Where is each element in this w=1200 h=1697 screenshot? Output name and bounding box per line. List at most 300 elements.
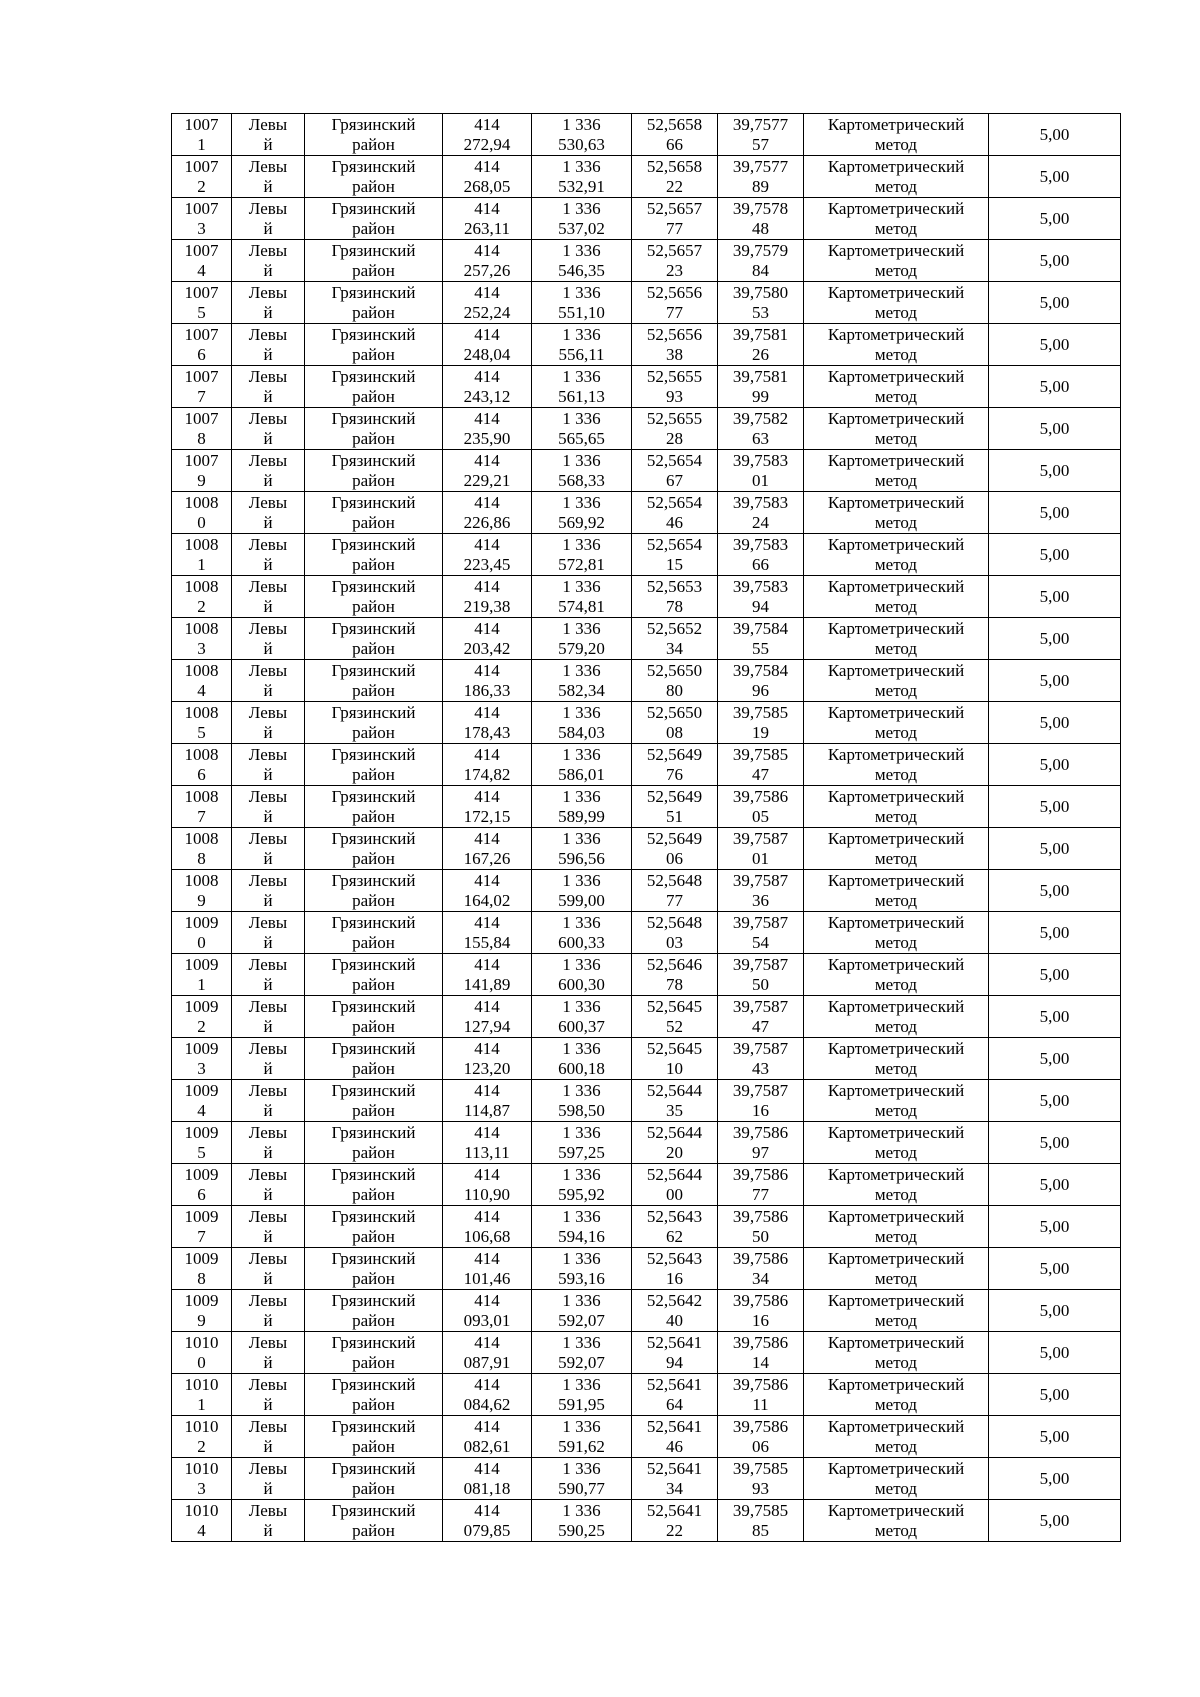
latitude-cell-line1: 52,5654: [646, 450, 703, 470]
longitude-cell: [718, 408, 804, 450]
method-cell-line2: метод: [874, 134, 918, 154]
district-cell-line2: район: [352, 1142, 395, 1162]
latitude-cell-line2: 93: [666, 386, 683, 406]
district-cell-line2: район: [352, 512, 395, 532]
point-id-cell-line2: 7: [197, 386, 206, 406]
longitude-cell: [718, 1416, 804, 1458]
x-coordinate-cell: [443, 240, 532, 282]
y-coordinate-cell-line2: 589,99: [558, 806, 605, 826]
point-id-cell-line1: 1009: [184, 912, 219, 932]
x-coordinate-cell-line2: 235,90: [463, 428, 511, 448]
method-cell-line1: Картометрический: [827, 996, 965, 1016]
x-coordinate-cell-line2: 141,89: [463, 974, 511, 994]
district-cell-line1: Грязинский: [331, 1290, 416, 1310]
side-cell-line2: й: [263, 176, 273, 196]
longitude-cell-line2: 50: [752, 1226, 769, 1246]
accuracy-cell: 5,00: [989, 156, 1121, 198]
district-cell: [305, 1500, 443, 1542]
latitude-cell-line1: 52,5648: [646, 870, 703, 890]
method-cell-line2: метод: [874, 260, 918, 280]
side-cell-line2: й: [263, 218, 273, 238]
longitude-cell: [718, 618, 804, 660]
side-cell: [232, 240, 305, 282]
longitude-cell-line1: 39,7585: [732, 744, 789, 764]
district-cell-line2: район: [352, 260, 395, 280]
method-cell-line2: метод: [874, 512, 918, 532]
longitude-cell: [718, 870, 804, 912]
latitude-cell: [632, 156, 718, 198]
method-cell-line2: метод: [874, 1394, 918, 1414]
latitude-cell-line2: 67: [666, 470, 683, 490]
method-cell-line1: Картометрический: [827, 240, 965, 260]
side-cell-line2: й: [263, 848, 273, 868]
longitude-cell-line1: 39,7585: [732, 1458, 789, 1478]
district-cell: [305, 660, 443, 702]
district-cell-line1: Грязинский: [331, 240, 416, 260]
side-cell-line2: й: [263, 344, 273, 364]
x-coordinate-cell: [443, 450, 532, 492]
method-cell-line2: метод: [874, 218, 918, 238]
side-cell-line2: й: [263, 1226, 273, 1246]
side-cell-line2: й: [263, 1142, 273, 1162]
method-cell: [804, 744, 989, 786]
method-cell-line2: метод: [874, 386, 918, 406]
side-cell-line1: Левы: [248, 534, 288, 554]
y-coordinate-cell-line1: 1 336: [562, 912, 601, 932]
side-cell-line2: й: [263, 512, 273, 532]
table-row: [172, 1374, 1121, 1416]
point-id-cell-line2: 7: [197, 1226, 206, 1246]
x-coordinate-cell-line2: 110,90: [463, 1184, 511, 1204]
y-coordinate-cell: [532, 912, 632, 954]
latitude-cell-line1: 52,5653: [646, 576, 703, 596]
longitude-cell-line2: 97: [752, 1142, 769, 1162]
side-cell: [232, 1038, 305, 1080]
x-coordinate-cell: [443, 1374, 532, 1416]
latitude-cell: [632, 198, 718, 240]
y-coordinate-cell: [532, 954, 632, 996]
longitude-cell: [718, 744, 804, 786]
longitude-cell-line2: 05: [752, 806, 769, 826]
longitude-cell-line1: 39,7579: [732, 240, 789, 260]
method-cell-line2: метод: [874, 1226, 918, 1246]
point-id-cell-line1: 1007: [184, 198, 219, 218]
point-id-cell-line1: 1009: [184, 1290, 219, 1310]
method-cell: [804, 408, 989, 450]
x-coordinate-cell-line1: 414: [474, 1080, 500, 1100]
method-cell: [804, 702, 989, 744]
point-id-cell-line2: 1: [197, 554, 206, 574]
method-cell-line2: метод: [874, 638, 918, 658]
point-id-cell-line1: 1010: [184, 1458, 219, 1478]
district-cell-line2: район: [352, 1436, 395, 1456]
point-id-cell: [172, 660, 232, 702]
table-row: [172, 1206, 1121, 1248]
x-coordinate-cell-line2: 155,84: [463, 932, 511, 952]
latitude-cell-line2: 78: [666, 974, 683, 994]
side-cell-line1: Левы: [248, 1374, 288, 1394]
x-coordinate-cell-line2: 272,94: [463, 134, 511, 154]
side-cell-line1: Левы: [248, 1080, 288, 1100]
method-cell: [804, 1206, 989, 1248]
district-cell: [305, 1080, 443, 1122]
latitude-cell-line1: 52,5656: [646, 282, 703, 302]
y-coordinate-cell-line1: 1 336: [562, 156, 601, 176]
method-cell-line1: Картометрический: [827, 576, 965, 596]
x-coordinate-cell-line1: 414: [474, 1122, 500, 1142]
side-cell-line1: Левы: [248, 492, 288, 512]
side-cell-line1: Левы: [248, 996, 288, 1016]
y-coordinate-cell-line1: 1 336: [562, 282, 601, 302]
x-coordinate-cell: [443, 996, 532, 1038]
district-cell-line1: Грязинский: [331, 1416, 416, 1436]
longitude-cell-line2: 11: [752, 1394, 769, 1414]
latitude-cell-line1: 52,5650: [646, 660, 703, 680]
district-cell-line2: район: [352, 1310, 395, 1330]
y-coordinate-cell-line2: 579,20: [558, 638, 605, 658]
accuracy-cell: 5,00: [989, 1332, 1121, 1374]
longitude-cell-line2: 16: [752, 1100, 769, 1120]
method-cell: [804, 912, 989, 954]
point-id-cell-line1: 1009: [184, 1248, 219, 1268]
x-coordinate-cell: [443, 1122, 532, 1164]
latitude-cell: [632, 1332, 718, 1374]
y-coordinate-cell-line2: 565,65: [558, 428, 605, 448]
latitude-cell-line2: 46: [666, 512, 683, 532]
side-cell: [232, 114, 305, 156]
point-id-cell-line2: 8: [197, 1268, 206, 1288]
point-id-cell: [172, 1122, 232, 1164]
y-coordinate-cell-line2: 591,95: [558, 1394, 605, 1414]
side-cell: [232, 702, 305, 744]
side-cell: [232, 912, 305, 954]
x-coordinate-cell: [443, 282, 532, 324]
district-cell: [305, 366, 443, 408]
side-cell-line1: Левы: [248, 1248, 288, 1268]
accuracy-cell: 5,00: [989, 534, 1121, 576]
y-coordinate-cell: [532, 1500, 632, 1542]
point-id-cell-line2: 6: [197, 344, 206, 364]
method-cell: [804, 576, 989, 618]
x-coordinate-cell-line1: 414: [474, 1332, 500, 1352]
district-cell-line1: Грязинский: [331, 702, 416, 722]
district-cell: [305, 1290, 443, 1332]
district-cell-line1: Грязинский: [331, 828, 416, 848]
district-cell-line1: Грязинский: [331, 996, 416, 1016]
point-id-cell-line2: 9: [197, 890, 206, 910]
longitude-cell-line1: 39,7586: [732, 1374, 789, 1394]
longitude-cell-line1: 39,7586: [732, 1206, 789, 1226]
x-coordinate-cell-line2: 082,61: [463, 1436, 511, 1456]
district-cell-line1: Грязинский: [331, 114, 416, 134]
latitude-cell-line2: 64: [666, 1394, 683, 1414]
district-cell-line2: район: [352, 1016, 395, 1036]
x-coordinate-cell-line2: 223,45: [463, 554, 511, 574]
x-coordinate-cell: [443, 534, 532, 576]
longitude-cell-line1: 39,7584: [732, 618, 789, 638]
side-cell-line2: й: [263, 1184, 273, 1204]
point-id-cell-line1: 1007: [184, 324, 219, 344]
district-cell: [305, 786, 443, 828]
x-coordinate-cell-line1: 414: [474, 1164, 500, 1184]
accuracy-cell: 5,00: [989, 1038, 1121, 1080]
longitude-cell-line1: 39,7583: [732, 450, 789, 470]
method-cell-line1: Картометрический: [827, 828, 965, 848]
y-coordinate-cell: [532, 324, 632, 366]
district-cell-line1: Грязинский: [331, 912, 416, 932]
side-cell-line2: й: [263, 1016, 273, 1036]
table-row: [172, 870, 1121, 912]
y-coordinate-cell-line2: 546,35: [558, 260, 605, 280]
point-id-cell: [172, 534, 232, 576]
method-cell-line2: метод: [874, 1100, 918, 1120]
latitude-cell: [632, 828, 718, 870]
latitude-cell-line2: 03: [666, 932, 683, 952]
district-cell: [305, 1332, 443, 1374]
latitude-cell-line2: 46: [666, 1436, 683, 1456]
longitude-cell: [718, 828, 804, 870]
point-id-cell-line1: 1008: [184, 744, 219, 764]
method-cell-line1: Картометрический: [827, 156, 965, 176]
table-row: [172, 1500, 1121, 1542]
y-coordinate-cell-line2: 595,92: [558, 1184, 605, 1204]
point-id-cell-line2: 1: [197, 974, 206, 994]
point-id-cell: [172, 1416, 232, 1458]
longitude-cell-line2: 96: [752, 680, 769, 700]
x-coordinate-cell-line1: 414: [474, 660, 500, 680]
x-coordinate-cell-line1: 414: [474, 912, 500, 932]
side-cell-line1: Левы: [248, 156, 288, 176]
point-id-cell-line2: 9: [197, 1310, 206, 1330]
longitude-cell-line1: 39,7586: [732, 1248, 789, 1268]
method-cell: [804, 786, 989, 828]
side-cell-line2: й: [263, 974, 273, 994]
latitude-cell-line2: 51: [666, 806, 683, 826]
y-coordinate-cell-line1: 1 336: [562, 1164, 601, 1184]
y-coordinate-cell: [532, 1164, 632, 1206]
y-coordinate-cell-line1: 1 336: [562, 1416, 601, 1436]
side-cell-line2: й: [263, 1394, 273, 1414]
point-id-cell: [172, 1500, 232, 1542]
y-coordinate-cell-line2: 561,13: [558, 386, 605, 406]
district-cell: [305, 1164, 443, 1206]
longitude-cell: [718, 1374, 804, 1416]
y-coordinate-cell-line1: 1 336: [562, 828, 601, 848]
longitude-cell: [718, 492, 804, 534]
latitude-cell: [632, 660, 718, 702]
district-cell: [305, 870, 443, 912]
point-id-cell-line1: 1007: [184, 450, 219, 470]
longitude-cell-line1: 39,7583: [732, 534, 789, 554]
y-coordinate-cell-line1: 1 336: [562, 450, 601, 470]
latitude-cell-line2: 28: [666, 428, 683, 448]
table-row: [172, 618, 1121, 660]
longitude-cell-line1: 39,7577: [732, 156, 789, 176]
x-coordinate-cell-line2: 084,62: [463, 1394, 511, 1414]
x-coordinate-cell-line1: 414: [474, 282, 500, 302]
point-id-cell-line2: 3: [197, 1478, 206, 1498]
y-coordinate-cell-line1: 1 336: [562, 618, 601, 638]
x-coordinate-cell: [443, 156, 532, 198]
y-coordinate-cell-line1: 1 336: [562, 408, 601, 428]
point-id-cell-line2: 2: [197, 1436, 206, 1456]
method-cell: [804, 1248, 989, 1290]
side-cell-line2: й: [263, 764, 273, 784]
district-cell-line2: район: [352, 428, 395, 448]
latitude-cell-line1: 52,5656: [646, 324, 703, 344]
longitude-cell-line1: 39,7587: [732, 1038, 789, 1058]
y-coordinate-cell-line1: 1 336: [562, 786, 601, 806]
longitude-cell-line2: 55: [752, 638, 769, 658]
longitude-cell: [718, 1332, 804, 1374]
latitude-cell: [632, 1290, 718, 1332]
side-cell-line2: й: [263, 722, 273, 742]
longitude-cell-line1: 39,7587: [732, 912, 789, 932]
x-coordinate-cell-line1: 414: [474, 366, 500, 386]
x-coordinate-cell: [443, 198, 532, 240]
point-id-cell-line1: 1009: [184, 1206, 219, 1226]
side-cell-line1: Левы: [248, 450, 288, 470]
latitude-cell: [632, 408, 718, 450]
method-cell: [804, 1332, 989, 1374]
latitude-cell: [632, 282, 718, 324]
method-cell: [804, 156, 989, 198]
longitude-cell-line2: 43: [752, 1058, 769, 1078]
latitude-cell-line1: 52,5658: [646, 156, 703, 176]
method-cell-line2: метод: [874, 764, 918, 784]
longitude-cell-line1: 39,7587: [732, 828, 789, 848]
point-id-cell-line2: 3: [197, 218, 206, 238]
method-cell: [804, 282, 989, 324]
y-coordinate-cell-line2: 600,18: [558, 1058, 605, 1078]
side-cell-line2: й: [263, 638, 273, 658]
side-cell-line1: Левы: [248, 660, 288, 680]
longitude-cell-line2: 99: [752, 386, 769, 406]
point-id-cell-line1: 1008: [184, 492, 219, 512]
y-coordinate-cell-line1: 1 336: [562, 1122, 601, 1142]
latitude-cell-line2: 10: [666, 1058, 683, 1078]
table-row: [172, 366, 1121, 408]
latitude-cell: [632, 492, 718, 534]
district-cell-line1: Грязинский: [331, 1248, 416, 1268]
longitude-cell-line2: 47: [752, 1016, 769, 1036]
method-cell-line1: Картометрический: [827, 660, 965, 680]
district-cell-line2: район: [352, 1520, 395, 1540]
method-cell-line1: Картометрический: [827, 1038, 965, 1058]
x-coordinate-cell: [443, 702, 532, 744]
method-cell-line1: Картометрический: [827, 912, 965, 932]
latitude-cell-line1: 52,5655: [646, 366, 703, 386]
latitude-cell-line1: 52,5641: [646, 1458, 703, 1478]
y-coordinate-cell: [532, 1416, 632, 1458]
point-id-cell-line1: 1007: [184, 408, 219, 428]
side-cell: [232, 1290, 305, 1332]
method-cell-line2: метод: [874, 1478, 918, 1498]
y-coordinate-cell-line2: 593,16: [558, 1268, 605, 1288]
latitude-cell-line2: 08: [666, 722, 683, 742]
longitude-cell-line1: 39,7583: [732, 576, 789, 596]
point-id-cell: [172, 1038, 232, 1080]
method-cell-line1: Картометрический: [827, 282, 965, 302]
point-id-cell: [172, 1080, 232, 1122]
longitude-cell-line1: 39,7586: [732, 786, 789, 806]
latitude-cell: [632, 954, 718, 996]
accuracy-cell: 5,00: [989, 1164, 1121, 1206]
latitude-cell: [632, 618, 718, 660]
point-id-cell-line2: 4: [197, 260, 206, 280]
district-cell-line2: район: [352, 176, 395, 196]
latitude-cell-line2: 22: [666, 176, 683, 196]
latitude-cell: [632, 1500, 718, 1542]
district-cell-line2: район: [352, 1268, 395, 1288]
method-cell-line2: метод: [874, 1310, 918, 1330]
coordinates-table: [171, 113, 1121, 1542]
longitude-cell-line2: 34: [752, 1268, 769, 1288]
x-coordinate-cell-line1: 414: [474, 702, 500, 722]
x-coordinate-cell-line1: 414: [474, 1038, 500, 1058]
longitude-cell-line1: 39,7584: [732, 660, 789, 680]
longitude-cell: [718, 1500, 804, 1542]
table-row: [172, 114, 1121, 156]
method-cell: [804, 618, 989, 660]
method-cell-line2: метод: [874, 680, 918, 700]
side-cell-line2: й: [263, 890, 273, 910]
side-cell-line2: й: [263, 386, 273, 406]
district-cell-line2: район: [352, 638, 395, 658]
point-id-cell-line1: 1007: [184, 366, 219, 386]
longitude-cell-line1: 39,7577: [732, 114, 789, 134]
table-row: [172, 1290, 1121, 1332]
side-cell-line2: й: [263, 1058, 273, 1078]
table-row: [172, 156, 1121, 198]
side-cell: [232, 996, 305, 1038]
point-id-cell-line1: 1009: [184, 1038, 219, 1058]
side-cell-line2: й: [263, 260, 273, 280]
method-cell-line1: Картометрический: [827, 954, 965, 974]
point-id-cell-line1: 1008: [184, 870, 219, 890]
latitude-cell-line2: 35: [666, 1100, 683, 1120]
longitude-cell: [718, 240, 804, 282]
latitude-cell: [632, 1206, 718, 1248]
side-cell-line1: Левы: [248, 576, 288, 596]
district-cell: [305, 576, 443, 618]
longitude-cell-line1: 39,7585: [732, 1500, 789, 1520]
method-cell-line2: метод: [874, 344, 918, 364]
side-cell-line2: й: [263, 428, 273, 448]
district-cell-line1: Грязинский: [331, 576, 416, 596]
district-cell-line2: район: [352, 1352, 395, 1372]
district-cell: [305, 324, 443, 366]
district-cell-line1: Грязинский: [331, 1458, 416, 1478]
longitude-cell: [718, 660, 804, 702]
method-cell-line1: Картометрический: [827, 1164, 965, 1184]
district-cell-line1: Грязинский: [331, 324, 416, 344]
y-coordinate-cell-line2: 590,77: [558, 1478, 605, 1498]
point-id-cell-line2: 2: [197, 176, 206, 196]
point-id-cell: [172, 1248, 232, 1290]
side-cell: [232, 534, 305, 576]
accuracy-cell: 5,00: [989, 1206, 1121, 1248]
table-row: [172, 1122, 1121, 1164]
x-coordinate-cell-line2: 178,43: [463, 722, 511, 742]
x-coordinate-cell: [443, 912, 532, 954]
longitude-cell-line2: 63: [752, 428, 769, 448]
district-cell-line2: район: [352, 218, 395, 238]
side-cell-line1: Левы: [248, 1500, 288, 1520]
accuracy-cell: 5,00: [989, 954, 1121, 996]
side-cell-line1: Левы: [248, 954, 288, 974]
latitude-cell: [632, 786, 718, 828]
